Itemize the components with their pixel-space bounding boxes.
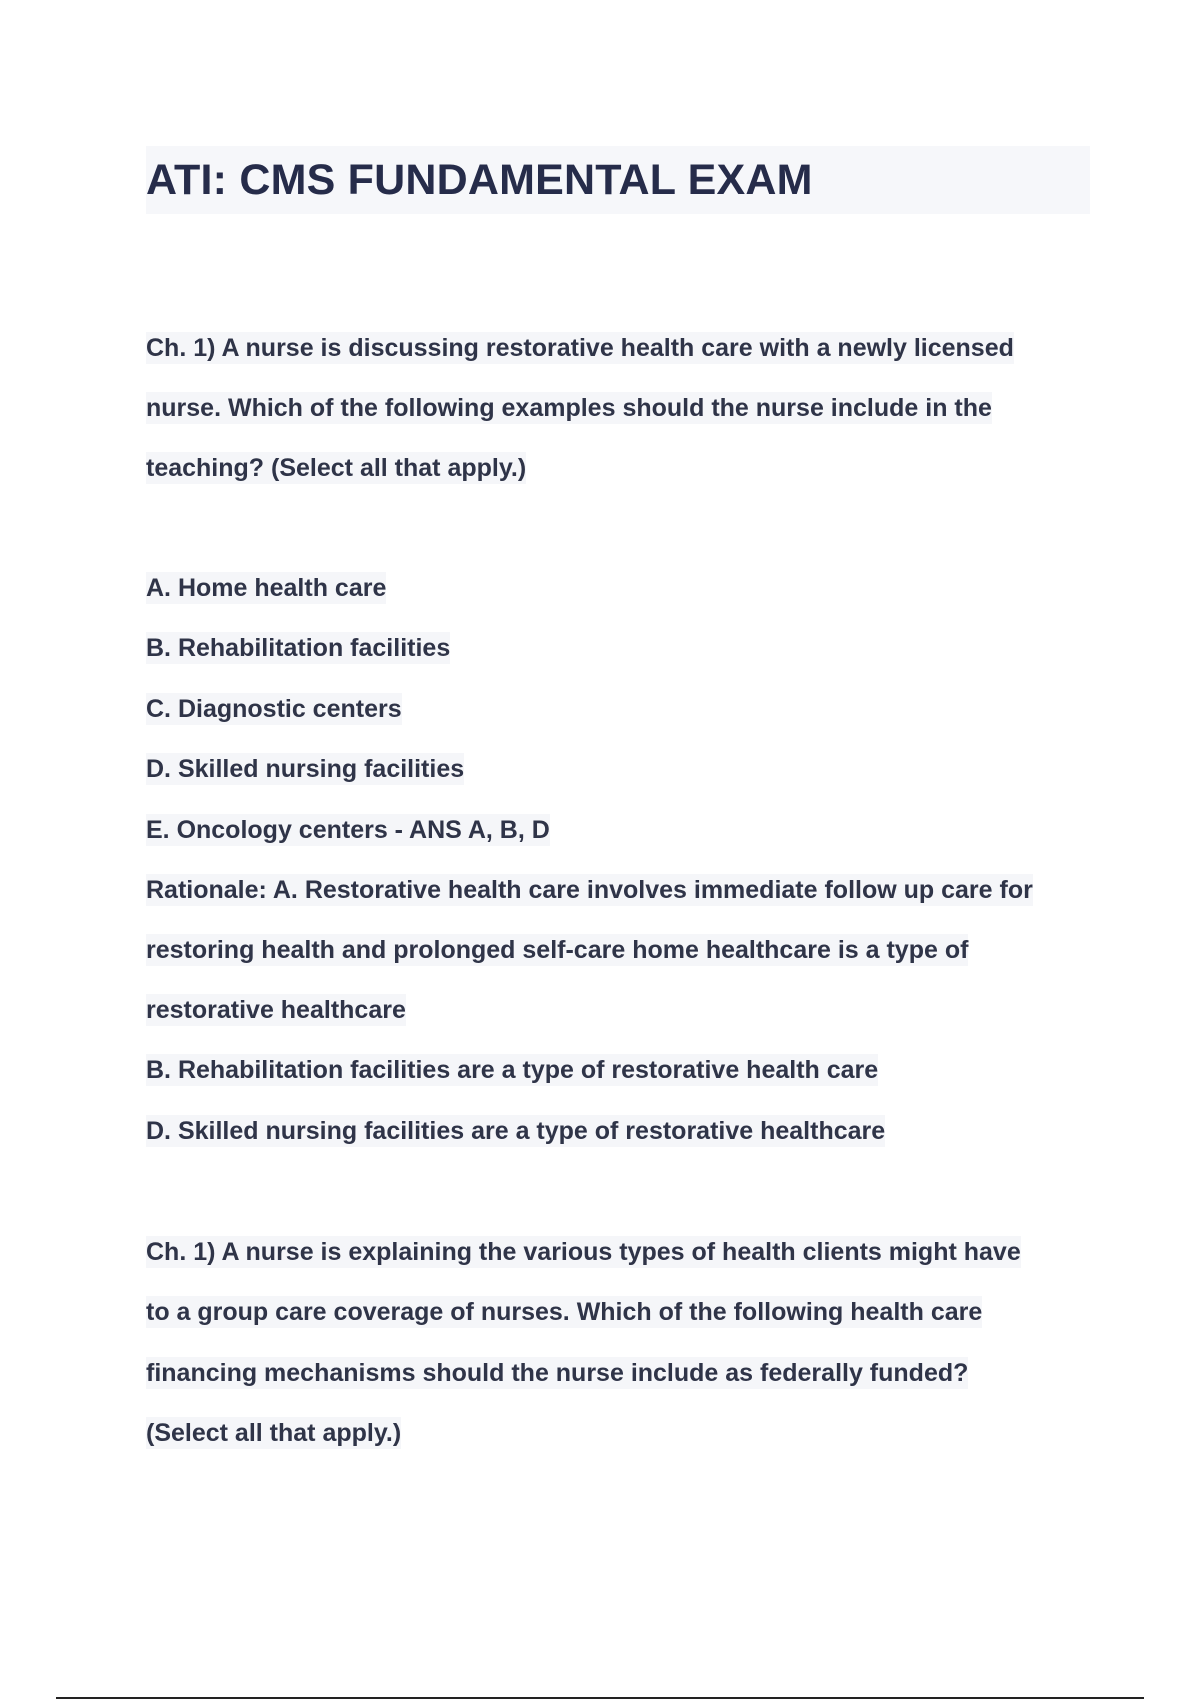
rationale-line-1: Rationale: A. Restorative health care involves immediate follow up care for: [146, 876, 1033, 904]
option-b: B. Rehabilitation facilities: [146, 634, 451, 662]
rationale-line-5: D. Skilled nursing facilities are a type of restorative healthcare: [146, 1117, 886, 1145]
rationale-line-2: restoring health and prolonged self-care home healthcare is a type of: [146, 936, 969, 964]
rationale-line-3: restorative healthcare: [146, 996, 406, 1024]
bottom-rule: [56, 1697, 1144, 1699]
question-2-stem-line-2: to a group care coverage of nurses. Which of the following health care: [146, 1298, 983, 1326]
question-1-stem-line-2: nurse. Which of the following examples should the nurse include in the: [146, 394, 992, 422]
option-a: A. Home health care: [146, 574, 387, 602]
option-e-with-answer: E. Oncology centers - ANS A, B, D: [146, 816, 550, 844]
rationale-line-4: B. Rehabilitation facilities are a type of restorative health care: [146, 1056, 879, 1084]
question-2-stem-line-4: (Select all that apply.): [146, 1419, 402, 1447]
option-d: D. Skilled nursing facilities: [146, 755, 465, 783]
page-title: ATI: CMS FUNDAMENTAL EXAM: [146, 156, 813, 204]
question-1-stem-line-3: teaching? (Select all that apply.): [146, 454, 527, 482]
option-c: C. Diagnostic centers: [146, 695, 402, 723]
question-1-stem-line-1: Ch. 1) A nurse is discussing restorative health care with a newly licensed: [146, 334, 1014, 362]
question-2-stem-line-1: Ch. 1) A nurse is explaining the various types of health clients might have: [146, 1238, 1021, 1266]
question-2-stem-line-3: financing mechanisms should the nurse include as federally funded?: [146, 1359, 969, 1387]
